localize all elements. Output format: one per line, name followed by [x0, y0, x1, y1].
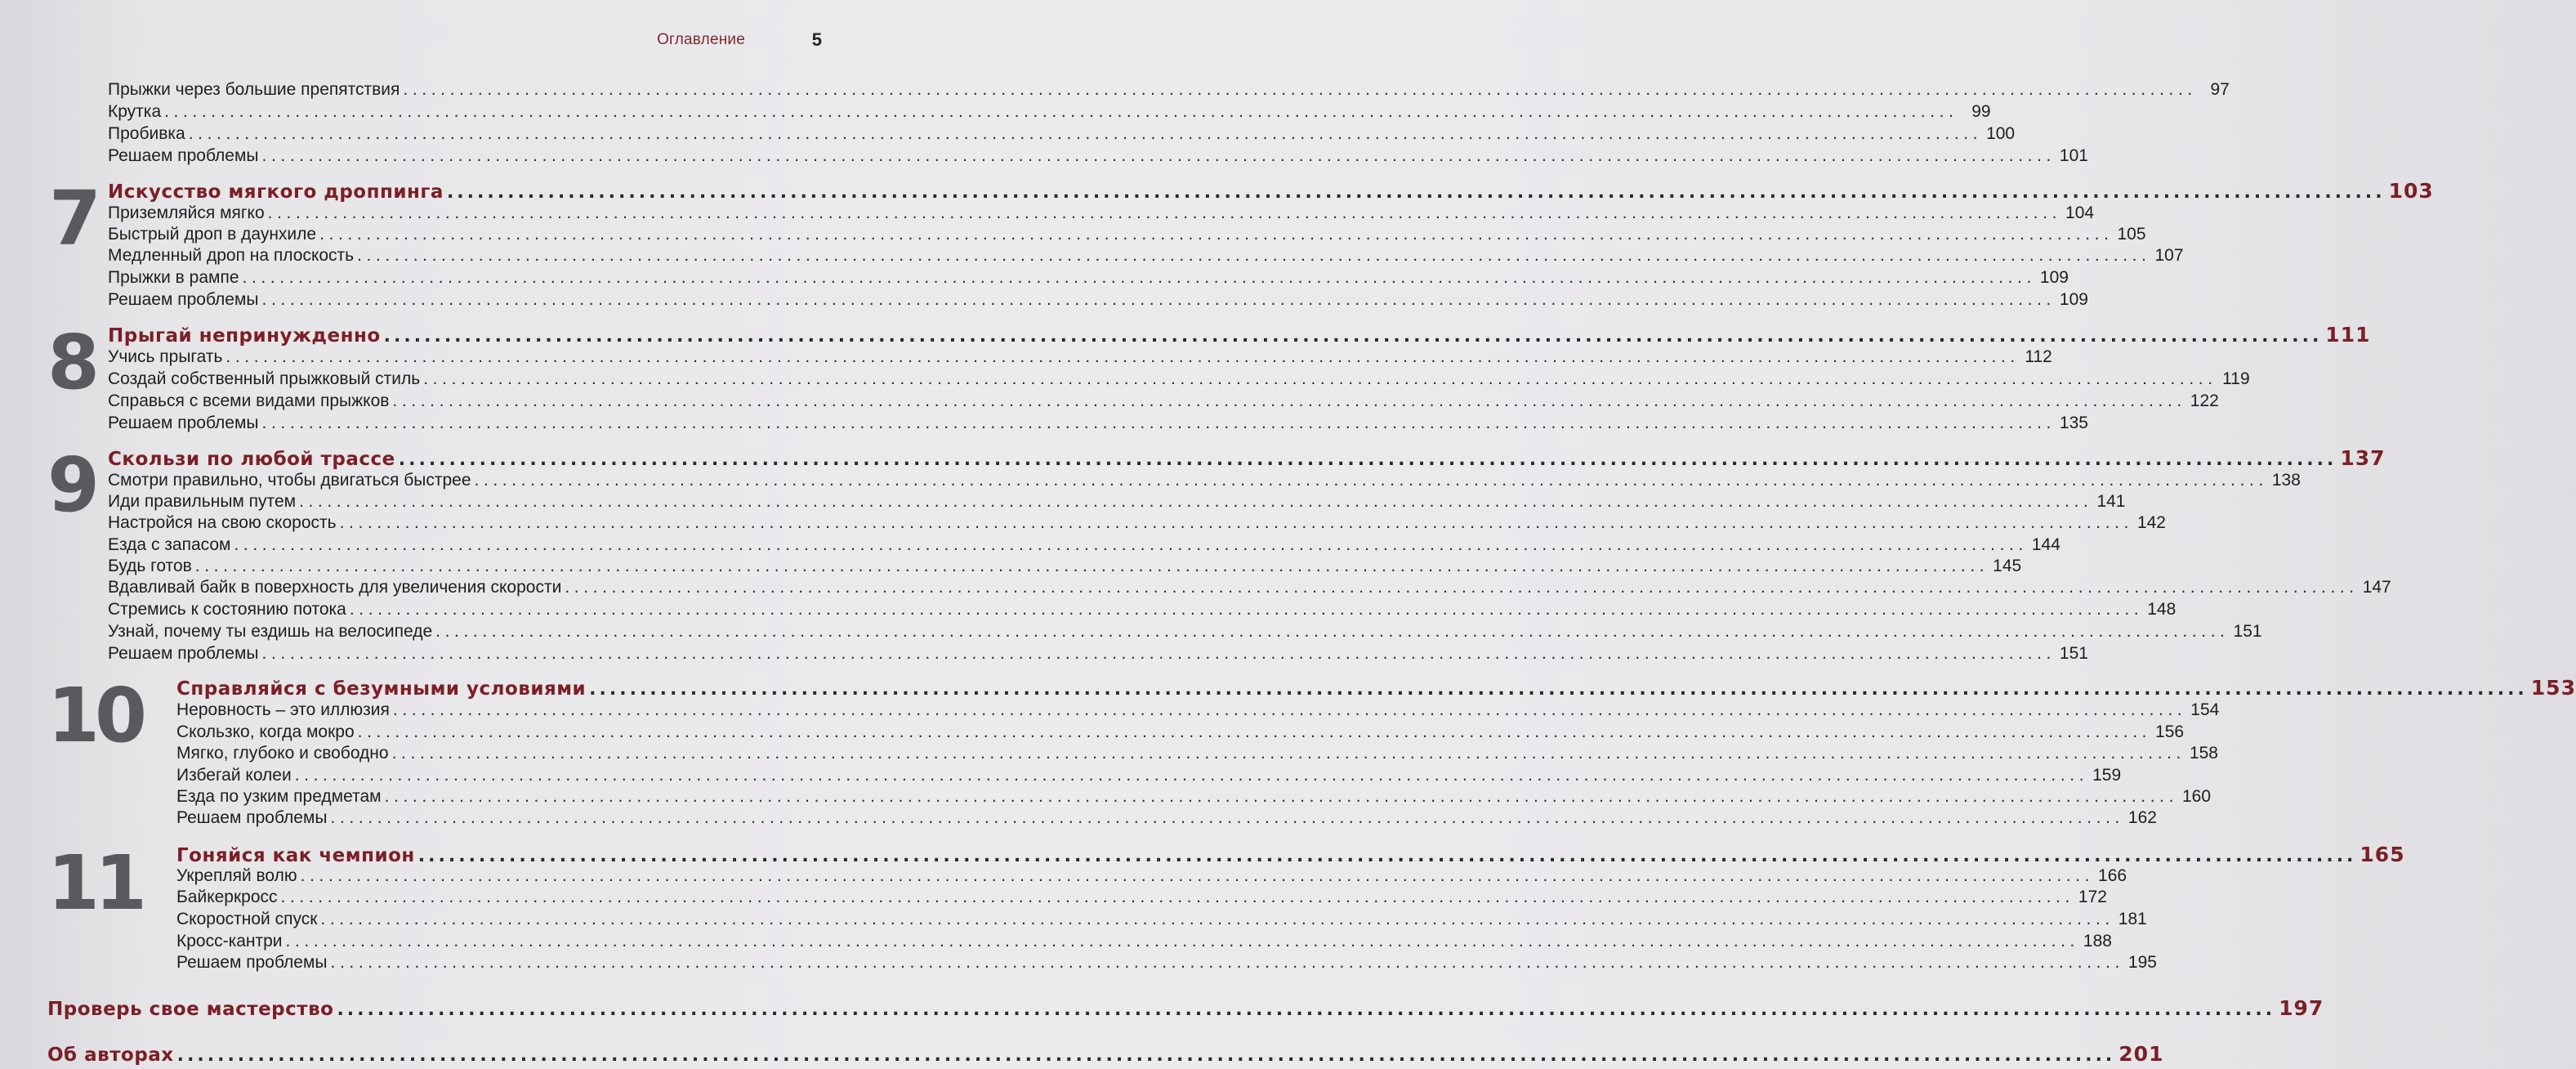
toc-entry[interactable] [108, 556, 2022, 577]
toc-leader-dots: ................................................................................................................................................................................................ [357, 722, 2152, 741]
toc-entry[interactable] [108, 512, 2166, 534]
toc-entry-page: 154 [2190, 700, 2220, 719]
toc-leader-dots: ................................................................................................................................................................................................ [391, 744, 2185, 763]
toc-entry-page: 147 [2362, 578, 2391, 597]
toc-entry-title: Решаем проблемы [176, 953, 328, 972]
toc-entry[interactable] [108, 101, 1991, 123]
chapter-page: 111 [2325, 323, 2371, 347]
toc-leader-dots: ................................................................................................................................................................................................ [294, 766, 2089, 785]
toc-entry[interactable] [108, 577, 2391, 598]
toc-entry[interactable] [176, 887, 2107, 908]
backmatter-heading[interactable] [47, 1041, 2164, 1067]
toc-entry-page: 156 [2155, 722, 2185, 741]
toc-entry-title: Быстрый дроп в даунхиле [108, 225, 317, 244]
backmatter-page: 201 [2118, 1042, 2164, 1066]
toc-entry-title: Крутка [108, 102, 162, 121]
toc-entry-title: Решаем проблемы [108, 146, 259, 165]
toc-entry-title: Узнай, почему ты ездишь на велосипеде [108, 622, 433, 641]
toc-entry-title: Кросс-кантри [176, 932, 283, 950]
toc-leader-dots: ................................................................................................................................................................................................ [384, 787, 2179, 806]
toc-leader-dots: ................................................................................................................................................................................................ [446, 182, 2386, 203]
toc-entry-page: 151 [2059, 644, 2088, 663]
toc-entry[interactable] [176, 700, 2220, 721]
toc-entry[interactable] [176, 786, 2212, 807]
toc-leader-dots: ................................................................................................................................................................................................ [194, 557, 1989, 575]
toc-leader-dots: ................................................................................................................................................................................................ [225, 347, 2020, 366]
toc-entry[interactable] [108, 245, 2184, 266]
toc-entry-page: 158 [2189, 744, 2218, 763]
toc-entry-page: 148 [2147, 600, 2176, 619]
toc-leader-dots: ................................................................................................................................................................................................ [285, 932, 2079, 950]
toc-entry-page: 142 [2136, 513, 2166, 532]
toc-entry-title: Справься с всеми видами прыжков [108, 391, 390, 410]
toc-leader-dots: ................................................................................................................................................................................................ [320, 910, 2114, 928]
toc-leader-dots: ................................................................................................................................................................................................ [234, 535, 2028, 554]
chapter-number: 9 [47, 441, 96, 529]
toc-entry[interactable] [108, 347, 2052, 368]
toc-leader-dots: ................................................................................................................................................................................................ [330, 808, 2124, 827]
toc-entry[interactable] [108, 470, 2301, 491]
toc-leader-dots: ................................................................................................................................................................................................ [319, 225, 2114, 244]
toc-leader-dots: ................................................................................................................................................................................................ [435, 622, 2230, 641]
toc-entry[interactable] [108, 413, 2088, 434]
backmatter-page: 197 [2279, 996, 2324, 1020]
toc-entry-title: Смотри правильно, чтобы двигаться быстрее [108, 471, 471, 490]
toc-leader-dots: ................................................................................................................................................................................................ [261, 290, 2056, 309]
toc-entry-page: 107 [2154, 246, 2184, 265]
toc-entry[interactable] [176, 765, 2122, 786]
toc-entry-page: 119 [2222, 369, 2250, 388]
chapter-title: Скользи по любой трассе [108, 449, 395, 470]
chapter-heading[interactable] [108, 445, 2386, 472]
toc-entry-page: 151 [2233, 622, 2262, 641]
toc-entry-title: Езда с запасом [108, 535, 231, 554]
toc-entry-page: 145 [1993, 557, 2022, 575]
toc-entry[interactable] [176, 909, 2147, 930]
toc-entry[interactable] [176, 807, 2157, 829]
chapter-heading[interactable] [176, 675, 2576, 701]
chapter-number: 8 [47, 319, 96, 406]
toc-entry-page: 144 [2031, 535, 2060, 554]
toc-entry-page: 135 [2059, 414, 2088, 432]
toc-entry-title: Медленный дроп на плоскость [108, 246, 355, 265]
toc-leader-dots: ................................................................................................................................................................................................ [261, 414, 2056, 432]
toc-entry[interactable] [108, 621, 2262, 642]
toc-entry[interactable] [176, 931, 2112, 952]
toc-entry-title: Скоростной спуск [176, 910, 318, 928]
toc-entry-title: Пробивка [108, 124, 185, 143]
toc-leader-dots: ................................................................................................................................................................................................ [176, 1045, 2116, 1066]
chapter-heading[interactable] [176, 842, 2405, 868]
toc-entry[interactable] [108, 267, 2069, 288]
toc-entry-title: Решаем проблемы [108, 644, 259, 663]
toc-entry-page: 159 [2092, 766, 2122, 785]
toc-entry-page: 101 [2059, 146, 2088, 165]
toc-entry-title: Избегай колеи [176, 766, 292, 785]
toc-entry-page: 162 [2127, 808, 2157, 827]
toc-entry-title: Стремись к состоянию потока [108, 600, 346, 619]
toc-entry[interactable] [108, 224, 2146, 245]
toc-entry[interactable] [108, 643, 2088, 664]
chapter-page: 165 [2359, 843, 2405, 866]
toc-entry-page: 109 [2059, 290, 2088, 309]
toc-leader-dots: ................................................................................................................................................................................................ [188, 124, 1983, 143]
toc-entry-title: Будь готов [108, 557, 192, 575]
toc-entry-title: Вдавливай байк в поверхность для увеличения скорости [108, 578, 562, 597]
toc-entry[interactable] [108, 391, 2219, 412]
toc-entry[interactable] [108, 599, 2176, 620]
chapter-number: 11 [47, 839, 143, 927]
toc-entry-page: 172 [2078, 888, 2107, 906]
chapter-page: 153 [2530, 676, 2576, 700]
toc-entry[interactable] [108, 123, 2016, 145]
chapter-title: Искусство мягкого дроппинга [108, 181, 444, 203]
chapter-heading[interactable] [108, 322, 2371, 348]
toc-entry-page: 112 [2025, 347, 2052, 366]
toc-entry[interactable] [176, 865, 2127, 887]
toc-entry-page: 99 [1971, 102, 1991, 121]
toc-entry[interactable] [108, 289, 2088, 311]
toc-leader-dots: ................................................................................................................................................................................................ [565, 578, 2359, 597]
running-header-title: Оглавление [657, 31, 745, 48]
chapter-page: 103 [2388, 179, 2434, 203]
toc-entry-title: Приземляйся мягко [108, 204, 265, 222]
backmatter-heading[interactable] [47, 995, 2324, 1022]
toc-entry[interactable] [108, 369, 2250, 390]
toc-entry-title: Байкеркросс [176, 888, 278, 906]
toc-entry-title: Укрепляй волю [176, 866, 297, 885]
chapter-number: 7 [49, 175, 97, 262]
toc-entry[interactable] [108, 491, 2126, 512]
toc-leader-dots: ................................................................................................................................................................................................ [474, 471, 2268, 490]
toc-entry[interactable] [108, 203, 2095, 224]
toc-entry-title: Неровность – это иллюзия [176, 700, 390, 719]
toc-entry-title: Настройся на свою скорость [108, 513, 337, 532]
chapter-heading[interactable] [108, 178, 2434, 204]
toc-entry[interactable] [176, 952, 2157, 973]
toc-leader-dots: ................................................................................................................................................................................................ [417, 846, 2357, 866]
toc-leader-dots: ................................................................................................................................................................................................ [349, 600, 2144, 619]
toc-entry-title: Решаем проблемы [108, 290, 259, 309]
toc-leader-dots: ................................................................................................................................................................................................ [261, 146, 2056, 165]
toc-entry-title: Прыжки через большие препятствия [108, 80, 400, 99]
toc-leader-dots: ................................................................................................................................................................................................ [339, 513, 2133, 532]
toc-entry-page: 122 [2190, 391, 2219, 410]
toc-entry-title: Прыжки в рампе [108, 268, 239, 287]
toc-entry-title: Езда по узким предметам [176, 787, 382, 806]
toc-entry-page: 138 [2271, 471, 2301, 490]
toc-leader-dots: ................................................................................................................................................................................................ [164, 102, 1958, 121]
toc-entry-page: 188 [2083, 932, 2112, 950]
chapter-number: 10 [47, 672, 143, 759]
toc-entry-title: Мягко, глубоко и свободно [176, 744, 389, 763]
toc-entry[interactable] [108, 534, 2060, 556]
toc-leader-dots: ................................................................................................................................................................................................ [392, 700, 2187, 719]
toc-leader-dots: ................................................................................................................................................................................................ [300, 866, 2095, 885]
toc-leader-dots: ................................................................................................................................................................................................ [357, 246, 2151, 265]
toc-entry-title: Иди правильным путем [108, 492, 297, 511]
chapter-page: 137 [2340, 446, 2386, 470]
toc-entry[interactable] [176, 722, 2185, 743]
toc-entry[interactable] [108, 79, 2230, 101]
toc-leader-dots: ................................................................................................................................................................................................ [280, 888, 2074, 906]
toc-entry-page: 100 [1986, 124, 2016, 143]
toc-entry[interactable] [108, 145, 2088, 167]
chapter-title: Гоняйся как чемпион [176, 845, 415, 866]
toc-entry-page: 181 [2118, 910, 2147, 928]
toc-entry-title: Создай собственный прыжковый стиль [108, 369, 421, 388]
toc-entry-title: Решаем проблемы [176, 808, 328, 827]
toc-leader-dots: ................................................................................................................................................................................................ [299, 492, 2093, 511]
backmatter-title: Об авторах [47, 1044, 174, 1066]
toc-leader-dots: ................................................................................................................................................................................................ [383, 326, 2323, 347]
toc-entry-page: 109 [2039, 268, 2069, 287]
chapter-title: Справляйся с безумными условиями [176, 678, 587, 700]
page-header [0, 31, 837, 56]
toc-entry-page: 97 [2210, 80, 2230, 99]
page-number: 5 [811, 29, 822, 50]
toc-leader-dots: ................................................................................................................................................................................................ [398, 450, 2337, 470]
toc-entry-title: Учись прыгать [108, 347, 223, 366]
toc-leader-dots: ................................................................................................................................................................................................ [337, 1000, 2276, 1020]
toc-entry-page: 104 [2065, 204, 2095, 222]
toc-entry-page: 105 [2117, 225, 2146, 244]
toc-leader-dots: ................................................................................................................................................................................................ [330, 953, 2124, 972]
toc-leader-dots: ................................................................................................................................................................................................ [403, 80, 2197, 99]
backmatter-title: Проверь свое мастерство [47, 999, 334, 1020]
toc-leader-dots: ................................................................................................................................................................................................ [589, 679, 2528, 700]
toc-entry-page: 141 [2096, 492, 2126, 511]
toc-leader-dots: ................................................................................................................................................................................................ [392, 391, 2186, 410]
toc-entry-page: 160 [2181, 787, 2212, 806]
toc-entry-title: Скользко, когда мокро [176, 722, 355, 741]
toc-entry-page: 195 [2127, 953, 2157, 972]
toc-leader-dots: ................................................................................................................................................................................................ [267, 204, 2062, 222]
chapter-title: Прыгай непринужденно [108, 325, 381, 347]
toc-entry[interactable] [176, 743, 2218, 764]
toc-leader-dots: ................................................................................................................................................................................................ [423, 369, 2217, 388]
toc-entry-page: 166 [2098, 866, 2127, 885]
toc-entry-title: Решаем проблемы [108, 414, 259, 432]
toc-leader-dots: ................................................................................................................................................................................................ [242, 268, 2036, 287]
toc-leader-dots: ................................................................................................................................................................................................ [261, 644, 2056, 663]
